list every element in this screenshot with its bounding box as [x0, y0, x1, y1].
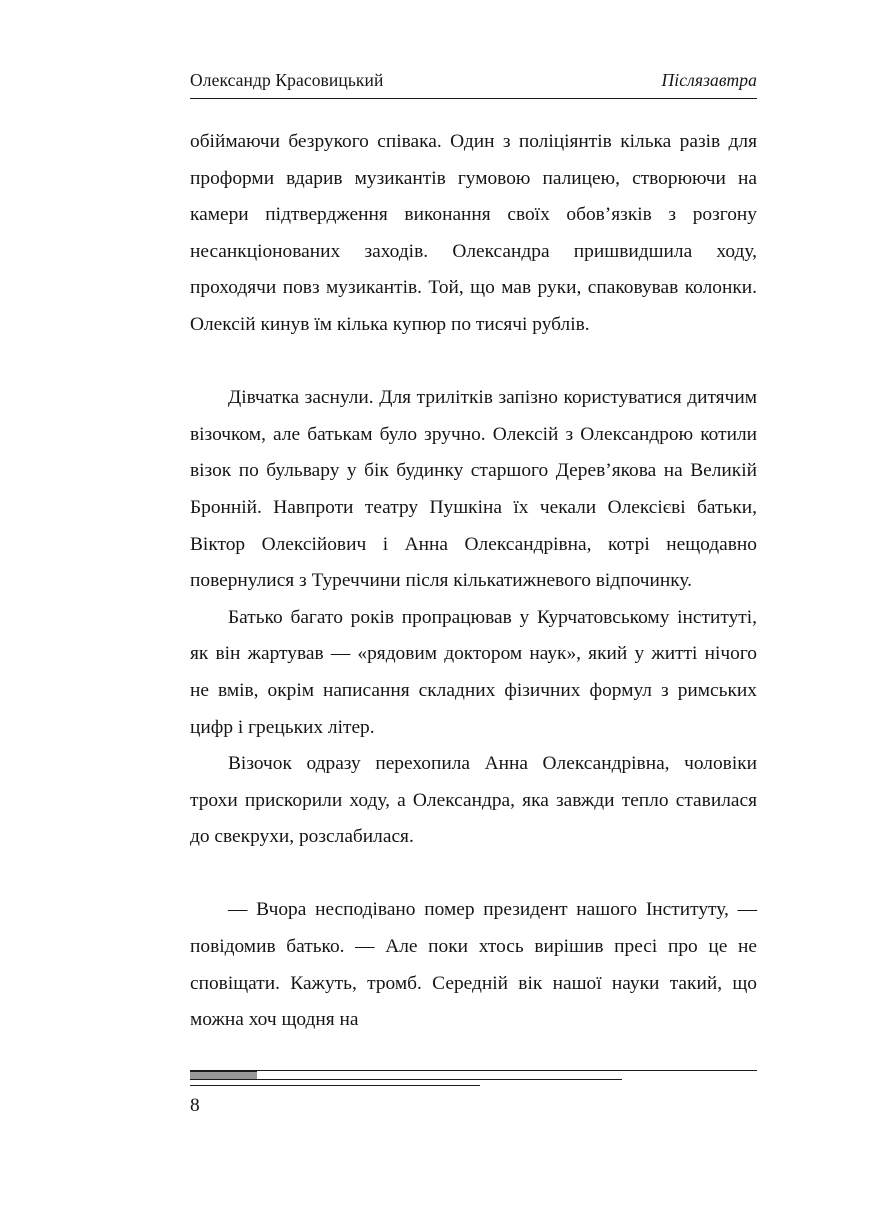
running-head-book-title: Післязавтра	[661, 70, 757, 90]
paragraph: обіймаючи безрукого співака. Один з поліціянтів кілька разів для проформи вдарив музикантів гумовою палицею, створюючи на камери підтвердження виконання своїх обов’язків з розгону несанкціонованих заходів. Олександра пришвидшила ходу, проходячи повз музикантів. Той, що мав руки, спаковував колонки. Олексій кинув їм кілька купюр по тисячі рублів.	[190, 131, 757, 335]
page-number: 8	[190, 1095, 200, 1116]
paragraph-group-gap	[190, 856, 757, 893]
body-text	[190, 124, 757, 1039]
header-rule	[190, 98, 757, 99]
running-head	[190, 70, 757, 91]
text-column	[190, 0, 757, 1216]
paragraph: Дівчатка заснули. Для трилітків запізно користуватися дитячим візочком, але батькам було зручно. Олексій з Олександрою котили візок по бульвару у бік будинку старшого Дерев’якова на Великій Бронній. Навпроти театру Пушкіна їх чекали Олексієві батьки, Віктор Олексійович і Анна Олександрівна, котрі нещодавно повернулися з Туреччини після кількатижневого відпочинку.	[190, 387, 757, 592]
ornament-rule-top	[190, 1070, 757, 1071]
running-head-author: Олександр Красовицький	[190, 70, 384, 90]
paragraph-group-gap	[190, 344, 757, 381]
paragraph: — Вчора несподівано помер президент нашого Інституту, — повідомив батько. — Але поки хтось вирішив пресі про це не сповіщати. Кажуть, тромб. Середній вік нашої науки такий, що можна хоч щодня на	[190, 899, 757, 1031]
ornament-gray-block	[190, 1071, 257, 1080]
ornament-rule-middle	[257, 1079, 622, 1080]
paragraph: Батько багато років пропрацював у Курчатовському інституті, як він жартував — «рядовим доктором наук», який у житті нічого не вмів, окрім написання складних фізичних формул з римських цифр і грецьких літер.	[190, 606, 757, 738]
paragraph: Візочок одразу перехопила Анна Олександрівна, чоловіки трохи прискорили ходу, а Олександра, яка завжди тепло ставилася до свекрухи, розслабилася.	[190, 753, 757, 848]
footer-ornament	[190, 1070, 757, 1094]
ornament-rule-bottom	[190, 1085, 480, 1086]
